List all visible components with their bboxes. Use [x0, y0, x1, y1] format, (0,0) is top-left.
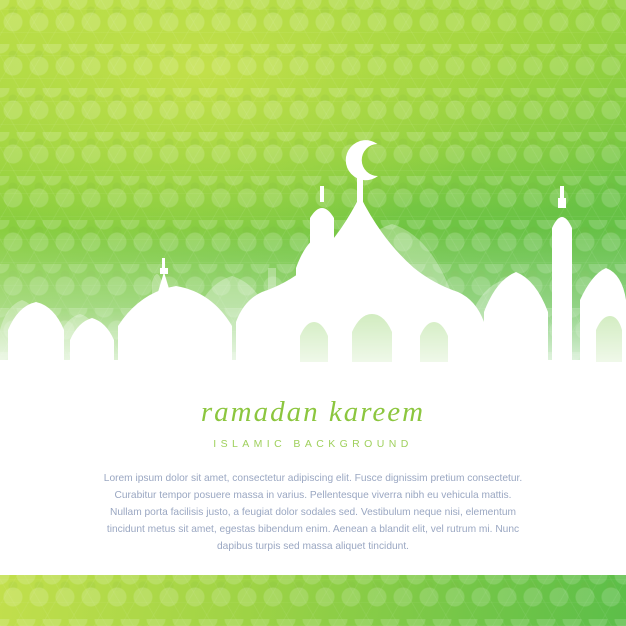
page-subtitle: ISLAMIC BACKGROUND: [213, 438, 413, 450]
page-title: ramadan kareem: [200, 396, 426, 428]
bottom-green-strip: [0, 575, 626, 626]
islamic-geometry-pattern-bottom: [0, 575, 626, 626]
body-paragraph: Lorem ipsum dolor sit amet, consectetur adipiscing elit. Fusce dignissim pretium consectetur. Curabitur tempor posuere massa in varius. Pellentesque viverra nibh eu vehicula mattis. Nullam porta facilisis justo, a feugiat dolor sodales sed. Vestibulum neque nisi, elementum tincidunt metus sit amet, egestas bibendum enim. Aenean a blandit elit, vel rutrum mi. Nunc dapibus turpis sed massa aliquet tincidunt.: [103, 473, 523, 552]
content-area: [0, 378, 626, 575]
crescent-moon-icon: [346, 140, 378, 180]
